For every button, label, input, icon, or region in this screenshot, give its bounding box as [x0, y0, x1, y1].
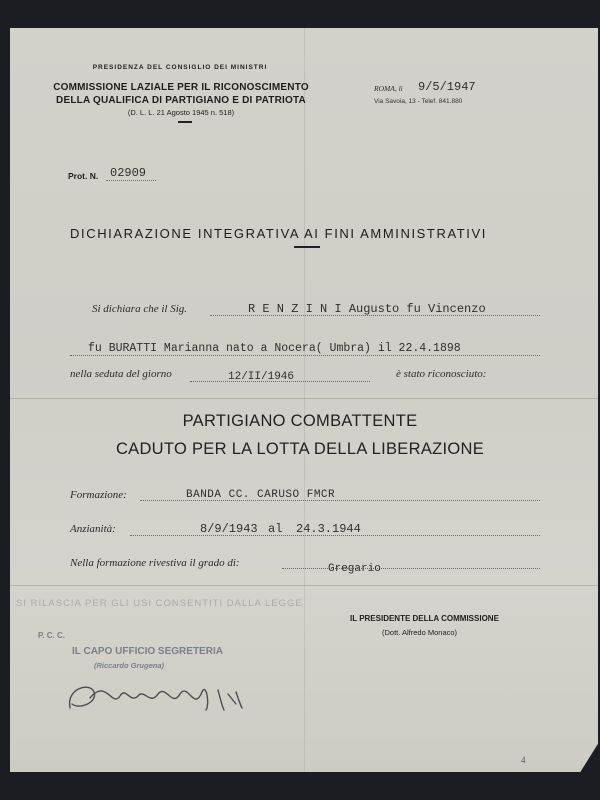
rank-label: Nella formazione rivestiva il grado di: [70, 557, 240, 569]
commission-line-1: COMMISSIONE LAZIALE PER IL RICONOSCIMENTO [53, 82, 309, 93]
formation-label: Formazione: [70, 489, 127, 501]
person-name: R E N Z I N I Augusto fu Vincenzo [248, 302, 486, 316]
presidency-label: PRESIDENZA DEL CONSIGLIO DEI MINISTRI [92, 64, 268, 71]
qualification-line-1: PARTIGIANO COMBATTENTE [182, 412, 418, 430]
seniority-from: 8/9/1943 [200, 522, 258, 536]
pcc-stamp: P. C. C. [38, 631, 65, 640]
rank-dotted-line [282, 568, 540, 569]
declaration-intro: Si dichiara che il Sig. [92, 303, 188, 315]
president-label: IL PRESIDENTE DELLA COMMISSIONE [350, 614, 499, 623]
seniority-label: Anzianità: [70, 523, 116, 535]
header-divider [178, 121, 192, 123]
address-line: Via Savoia, 13 - Telef. 841.880 [374, 98, 463, 105]
protocol-dotted-line [106, 180, 156, 181]
recognized-label: è stato riconosciuto: [396, 368, 487, 380]
commission-line-2: DELLA QUALIFICA DI PARTIGIANO E DI PATRIOTA [56, 95, 306, 106]
formation-value: BANDA CC. CARUSO FMCR [186, 489, 336, 501]
release-stamp: SI RILASCIA PER GLI USI CONSENTITI DALLA LEGGE [16, 598, 303, 609]
seniority-al: al [268, 522, 283, 536]
president-name: (Dott. Alfredo Monaco) [382, 628, 458, 637]
protocol-label: Prot. N. [68, 171, 99, 181]
chief-stamp: IL CAPO UFFICIO SEGRETERIA [72, 646, 223, 657]
rank-value: Gregario [328, 563, 381, 575]
decree-reference: (D. L. L. 21 Agosto 1945 n. 518) [127, 108, 235, 117]
qualification-line-2: CADUTO PER LA LOTTA DELLA LIBERAZIONE [115, 440, 485, 458]
title-divider [294, 246, 320, 248]
vertical-crease [304, 28, 305, 772]
chief-name-stamp: (Riccardo Grugena) [94, 661, 165, 670]
session-label: nella seduta del giorno [70, 368, 172, 380]
place-label: ROMA, li [374, 84, 403, 93]
birth-dotted-line [70, 355, 540, 356]
seniority-to: 24.3.1944 [296, 522, 361, 536]
page-number: 4 [521, 755, 526, 765]
protocol-number: 02909 [110, 166, 147, 180]
session-date: 12/II/1946 [228, 371, 295, 383]
document-date: 9/5/1947 [418, 80, 476, 94]
handwritten-signature [60, 668, 270, 728]
parents-and-birth: fu BURATTI Marianna nato a Nocera( Umbra) il 22.4.1898 [88, 342, 461, 355]
document-title: DICHIARAZIONE INTEGRATIVA AI FINI AMMINISTRATIVI [70, 226, 488, 241]
